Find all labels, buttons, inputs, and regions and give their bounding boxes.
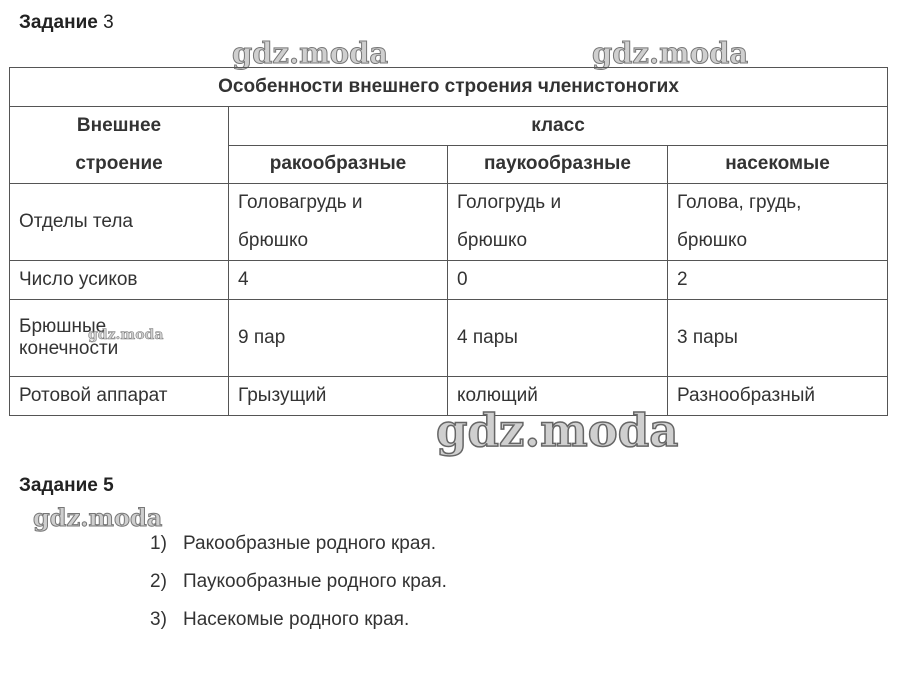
list-item-text: Насекомые родного края. <box>183 609 410 630</box>
structure-header-line1: Внешнее <box>76 115 162 136</box>
table-cell: Разнообразный <box>668 377 888 416</box>
table-cell: 2 <box>668 261 888 300</box>
watermark: gdz.moda <box>592 36 749 70</box>
task3-heading-number: 3 <box>103 12 114 33</box>
list-item-number: 2) <box>150 571 167 592</box>
row-label-abdominal-limbs <box>10 300 229 377</box>
list-item <box>150 606 447 644</box>
watermark: gdz.moda <box>33 503 163 532</box>
watermark: gdz.moda <box>232 36 389 70</box>
cell-line: брюшко <box>677 230 748 251</box>
list-item-text: Ракообразные родного края. <box>183 533 437 554</box>
list-item-number: 3) <box>150 609 167 630</box>
row-label-line1: Брюшные <box>19 316 107 337</box>
table-cell: 4 <box>229 261 448 300</box>
row-label-mouthparts: Ротовой аппарат <box>10 377 229 416</box>
table-cell <box>229 184 448 261</box>
table-cell: 3 пары <box>668 300 888 377</box>
list-item-number: 1) <box>150 533 167 554</box>
class-insects: насекомые <box>668 145 888 184</box>
cell-line: Голова, грудь, <box>677 192 802 213</box>
watermark: gdz.moda <box>436 404 679 457</box>
cell-line: брюшко <box>457 230 528 251</box>
task5-heading: Задание 5 <box>19 475 114 496</box>
cell-line: брюшко <box>238 230 309 251</box>
task3-heading <box>19 12 114 34</box>
table-cell <box>668 184 888 261</box>
task5-list <box>150 530 447 644</box>
table-cell: 9 пар <box>229 300 448 377</box>
list-item-text: Паукообразные родного края. <box>183 571 447 592</box>
table-title-row <box>10 68 888 107</box>
arthropod-structure-table <box>9 67 888 416</box>
table-cell: 0 <box>448 261 668 300</box>
cell-line: Головагрудь и <box>238 192 363 213</box>
table-row <box>10 300 888 377</box>
row-label-antennae-count: Число усиков <box>10 261 229 300</box>
row-label-line2: конечности <box>19 338 119 359</box>
structure-header-line2: строение <box>75 153 163 174</box>
class-header: класс <box>229 107 888 146</box>
table-cell: Грызущий <box>229 377 448 416</box>
list-item <box>150 568 447 606</box>
table-row <box>10 261 888 300</box>
structure-header <box>10 107 229 184</box>
table-cell: колющий <box>448 377 668 416</box>
task3-heading-word: Задание <box>19 12 98 33</box>
class-arachnids: паукообразные <box>448 145 668 184</box>
cell-line: Гологрудь и <box>457 192 562 213</box>
class-crustaceans: ракообразные <box>229 145 448 184</box>
list-item <box>150 530 447 568</box>
table-title: Особенности внешнего строения членистоногих <box>10 68 888 107</box>
table-cell: 4 пары <box>448 300 668 377</box>
row-label-body-sections: Отделы тела <box>10 184 229 261</box>
watermark: gdz.moda <box>88 327 164 343</box>
table-row <box>10 184 888 261</box>
table-header-row <box>10 107 888 146</box>
table-cell <box>448 184 668 261</box>
